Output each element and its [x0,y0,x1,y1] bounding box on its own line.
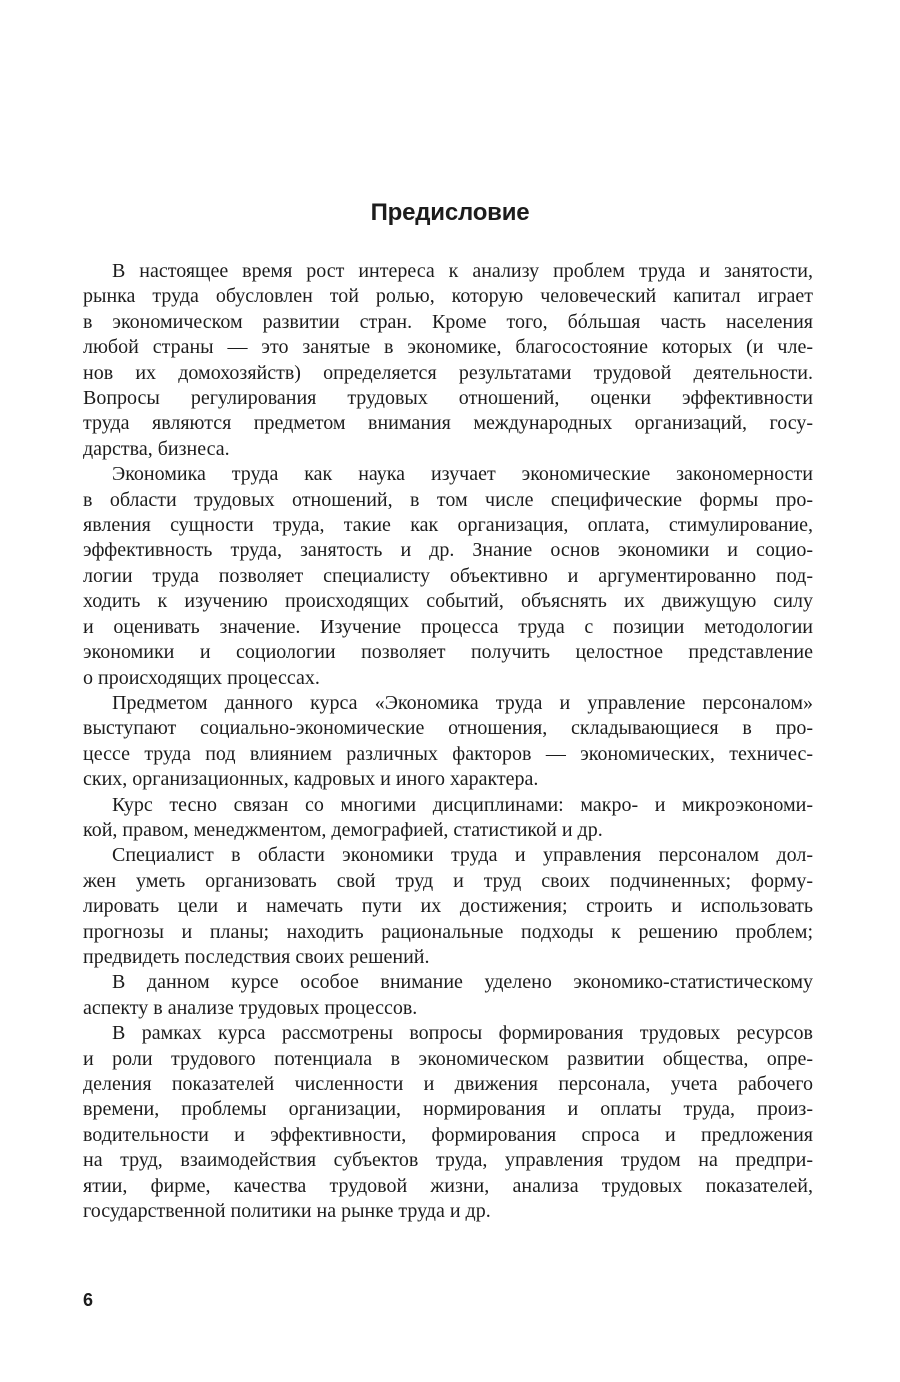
page-title: Предисловие [370,199,530,226]
text-line: о происходящих процессах. [83,666,320,689]
page-number: 6 [83,1290,94,1310]
text-line: деления показателей численности и движения персонала, учета рабочего [83,1073,813,1095]
text-line: явления сущности труда, такие как организация, оплата, стимулирование, [83,514,813,537]
text-line: цессе труда под влиянием различных факторов — экономических, техничес- [83,742,813,765]
text-line: и роли трудового потенциала в экономическом развитии общества, опре- [83,1047,813,1070]
text-line: Вопросы регулирования трудовых отношений, оценки эффективности [83,387,813,410]
text-line: нов их домохозяйств) определяется результатами трудовой деятельности. [83,361,813,384]
text-line: ятии, фирме, качества трудовой жизни, анализа трудовых показателей, [83,1174,813,1197]
text-line: Специалист в области экономики труда и управления персоналом дол- [112,844,813,867]
paragraph-course-subject [83,691,813,793]
text-line: кой, правом, менеджментом, демографией, статистикой и др. [83,818,603,841]
text-line: на труд, взаимодействия субъектов труда, управления трудом на предпри- [83,1149,813,1172]
text-line: водительности и эффективности, формирования спроса и предложения [83,1123,813,1146]
text-line: любой страны — это занятые в экономике, благосостояние которых (и чле- [83,336,813,359]
paragraph-labor-economics [83,462,813,691]
text-line: ских, организационных, кадровых и иного характера. [83,768,539,791]
text-line: жен уметь организовать свой труд и труд своих подчиненных; форму- [83,869,813,892]
text-line: В данном курсе особое внимание уделено экономико-статистическому [112,971,813,994]
text-line: предвидеть последствия своих решений. [83,945,430,968]
text-line: в экономическом развитии стран. Кроме того, бóльшая часть населения [83,310,813,333]
text-line: Экономика труда как наука изучает экономические закономерности [112,463,813,486]
text-line: рынка труда обусловлен той ролью, которую человеческий капитал играет [83,285,813,308]
text-line: государственной политики на рынке труда и др. [83,1200,491,1223]
text-line: прогнозы и планы; находить рациональные подходы к решению проблем; [83,920,813,943]
text-line: в области трудовых отношений, в том числе специфические формы про- [83,488,813,511]
page-body [83,259,813,1224]
paragraph-intro [83,259,813,462]
text-line: В рамках курса рассмотрены вопросы формирования трудовых ресурсов [112,1022,813,1045]
paragraph-course-topics [83,1021,813,1224]
text-line: выступают социально-экономические отношения, складывающиеся в про- [83,717,813,740]
text-line: логии труда позволяет специалисту объективно и аргументированно под- [83,564,813,587]
paragraph-statistics-focus [83,970,813,1021]
text-line: и оценивать значение. Изучение процесса труда с позиции методологии [83,615,813,638]
text-line: лировать цели и намечать пути их достижения; строить и использовать [83,895,813,918]
paragraph-specialist [83,843,813,970]
text-line: эффективность труда, занятость и др. Знание основ экономики и социо- [83,539,813,562]
text-line: Курс тесно связан со многими дисциплинами: макро- и микроэкономи- [112,793,813,816]
text-line: экономики и социологии позволяет получить целостное представление [83,641,813,664]
text-line: Предметом данного курса «Экономика труда и управление персоналом» [112,691,813,714]
text-line: В настоящее время рост интереса к анализу проблем труда и занятости, [112,260,813,282]
text-line: труда являются предметом внимания международных организаций, госу- [83,412,813,435]
text-line: аспекту в анализе трудовых процессов. [83,996,418,1019]
text-line: ходить к изучению происходящих событий, объяснять их движущую силу [83,590,813,613]
text-line: дарства, бизнеса. [83,437,230,460]
paragraph-disciplines [83,793,813,844]
text-line: времени, проблемы организации, нормирования и оплаты труда, произ- [83,1098,813,1121]
